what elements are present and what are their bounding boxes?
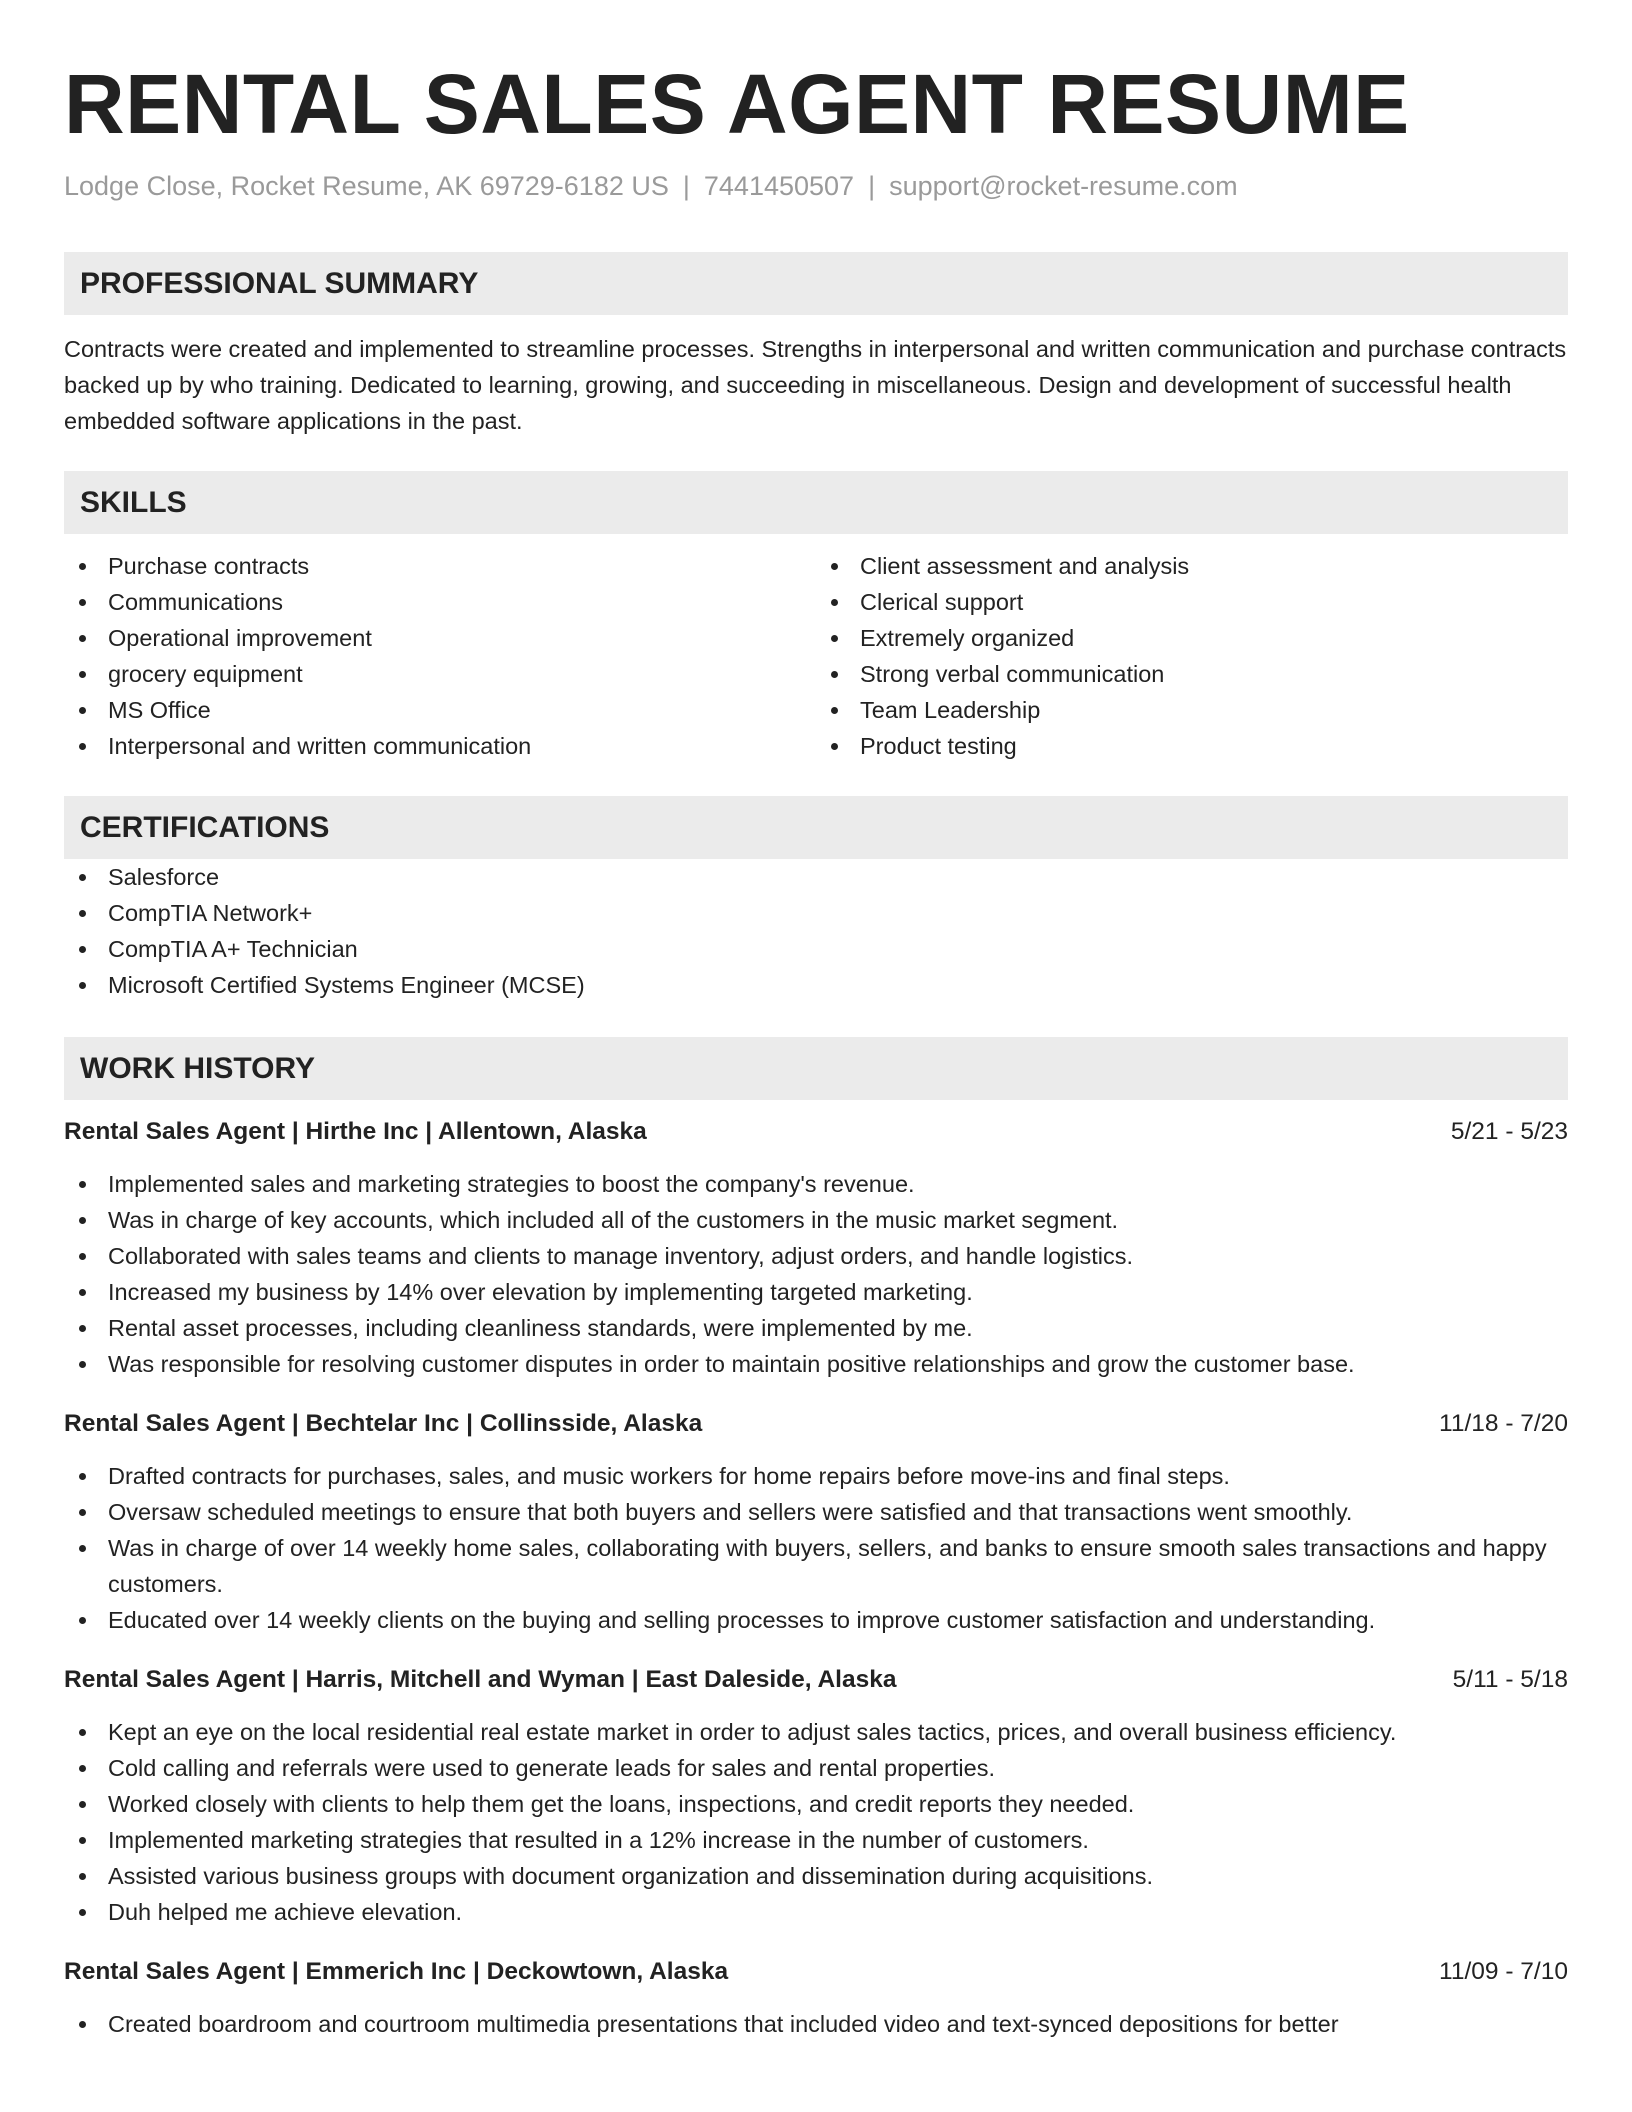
job-header <box>64 1114 1568 1150</box>
skill-item: Interpersonal and written communication <box>64 728 816 764</box>
contact-separator: | <box>868 171 876 201</box>
job-entry <box>64 1406 1568 1638</box>
job-header <box>64 1406 1568 1442</box>
skill-item: Client assessment and analysis <box>816 548 1568 584</box>
job-bullet: Increased my business by 14% over elevation by implementing targeted marketing. <box>64 1274 1568 1310</box>
job-bullets <box>64 2006 1568 2042</box>
job-bullet: Collaborated with sales teams and clients to manage inventory, adjust orders, and handle logistics. <box>64 1238 1568 1274</box>
section-header-skills: SKILLS <box>64 471 1568 534</box>
resume-title: RENTAL SALES AGENT RESUME <box>64 57 1410 151</box>
skill-item: grocery equipment <box>64 656 816 692</box>
skill-item: Communications <box>64 584 816 620</box>
certifications-list <box>64 859 1568 1003</box>
skill-item: Team Leadership <box>816 692 1568 728</box>
skills-column-right <box>816 548 1568 764</box>
summary-text: Contracts were created and implemented to streamline processes. Strengths in interpersonal and written communication and purchase contracts backed up by who training. Dedicated to learning, growing, and succeeding in miscellaneous. Design and development of successful health embedded software applications in the past. <box>64 336 1567 434</box>
job-bullet: Educated over 14 weekly clients on the buying and selling processes to improve customer satisfaction and understanding. <box>64 1602 1568 1638</box>
job-title: Rental Sales Agent | Harris, Mitchell and Wyman | East Daleside, Alaska <box>64 1666 897 1693</box>
job-bullet: Was in charge of over 14 weekly home sales, collaborating with buyers, sellers, and banks to ensure smooth sales transactions and happy customers. <box>64 1530 1568 1602</box>
job-bullet: Implemented marketing strategies that resulted in a 12% increase in the number of customers. <box>64 1822 1568 1858</box>
section-header-certifications: CERTIFICATIONS <box>64 796 1568 859</box>
certification-item: Salesforce <box>64 859 1568 895</box>
job-entry <box>64 1662 1568 1930</box>
job-bullet: Cold calling and referrals were used to generate leads for sales and rental properties. <box>64 1750 1568 1786</box>
skill-item: Purchase contracts <box>64 548 816 584</box>
job-bullet: Worked closely with clients to help them get the loans, inspections, and credit reports they needed. <box>64 1786 1568 1822</box>
job-bullet: Assisted various business groups with document organization and dissemination during acquisitions. <box>64 1858 1568 1894</box>
job-bullets <box>64 1458 1568 1638</box>
job-bullet: Was in charge of key accounts, which included all of the customers in the music market segment. <box>64 1202 1568 1238</box>
certification-item: Microsoft Certified Systems Engineer (MCSE) <box>64 967 1568 1003</box>
job-dates: 5/11 - 5/18 <box>1452 1666 1568 1693</box>
certification-item: CompTIA A+ Technician <box>64 931 1568 967</box>
job-bullet: Drafted contracts for purchases, sales, and music workers for home repairs before move-ins and final steps. <box>64 1458 1568 1494</box>
contact-email: support@rocket-resume.com <box>889 171 1238 201</box>
job-bullet: Was responsible for resolving customer disputes in order to maintain positive relationships and grow the customer base. <box>64 1346 1568 1382</box>
skills-list-left <box>64 548 816 764</box>
section-header-summary: PROFESSIONAL SUMMARY <box>64 252 1568 315</box>
skill-item: Extremely organized <box>816 620 1568 656</box>
contact-line <box>64 168 1568 204</box>
section-header-work-history: WORK HISTORY <box>64 1037 1568 1100</box>
skills-columns <box>64 548 1568 764</box>
skill-item: MS Office <box>64 692 816 728</box>
contact-address: Lodge Close, Rocket Resume, AK 69729-6182 US <box>64 171 669 201</box>
job-bullet: Created boardroom and courtroom multimedia presentations that included video and text-synced depositions for better <box>64 2006 1568 2042</box>
job-bullet: Oversaw scheduled meetings to ensure that both buyers and sellers were satisfied and that transactions went smoothly. <box>64 1494 1568 1530</box>
skills-list-right <box>816 548 1568 764</box>
job-bullet: Implemented sales and marketing strategies to boost the company's revenue. <box>64 1166 1568 1202</box>
job-header <box>64 1954 1568 1990</box>
job-header <box>64 1662 1568 1698</box>
skill-item: Product testing <box>816 728 1568 764</box>
certification-item: CompTIA Network+ <box>64 895 1568 931</box>
skill-item: Strong verbal communication <box>816 656 1568 692</box>
job-dates: 5/21 - 5/23 <box>1450 1118 1568 1145</box>
skills-column-left <box>64 548 816 764</box>
job-bullet: Duh helped me achieve elevation. <box>64 1894 1568 1930</box>
job-title: Rental Sales Agent | Emmerich Inc | Deckowtown, Alaska <box>64 1958 729 1985</box>
contact-separator: | <box>682 171 690 201</box>
job-bullets <box>64 1166 1568 1382</box>
job-title: Rental Sales Agent | Hirthe Inc | Allentown, Alaska <box>64 1118 647 1145</box>
job-entry <box>64 1114 1568 1382</box>
job-title: Rental Sales Agent | Bechtelar Inc | Collinsside, Alaska <box>64 1410 703 1437</box>
job-bullets <box>64 1714 1568 1930</box>
contact-phone: 7441450507 <box>703 171 855 201</box>
job-dates: 11/09 - 7/10 <box>1439 1958 1568 1985</box>
job-entry <box>64 1954 1568 2042</box>
job-bullet: Rental asset processes, including cleanliness standards, were implemented by me. <box>64 1310 1568 1346</box>
skill-item: Clerical support <box>816 584 1568 620</box>
job-bullet: Kept an eye on the local residential real estate market in order to adjust sales tactics, prices, and overall business efficiency. <box>64 1714 1568 1750</box>
job-dates: 11/18 - 7/20 <box>1439 1410 1568 1437</box>
skill-item: Operational improvement <box>64 620 816 656</box>
